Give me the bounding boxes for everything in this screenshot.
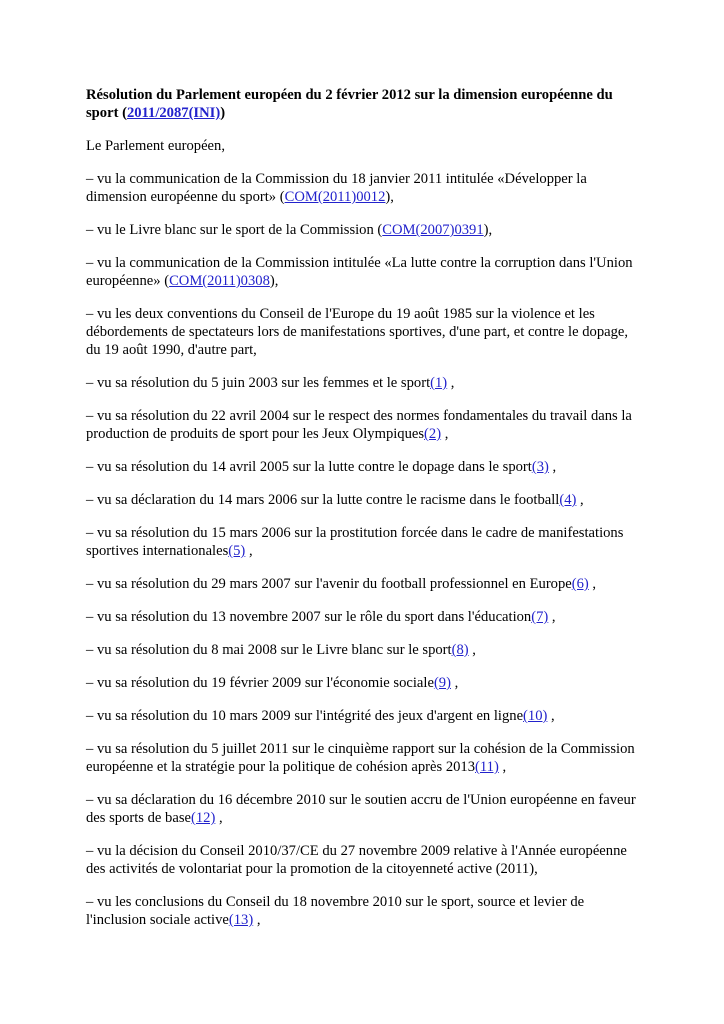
document-title (86, 86, 646, 122)
citation-paragraph (86, 305, 646, 359)
citation-text-end: ), (483, 222, 493, 238)
citation-paragraph (86, 254, 646, 290)
citation-text-end: , (498, 759, 507, 775)
footnote-link[interactable]: (6) (571, 576, 589, 592)
citation-paragraph (86, 893, 646, 929)
citation-paragraph (86, 608, 646, 626)
footnote-link[interactable]: (2) (424, 426, 442, 442)
citation-text-end: ), (269, 273, 279, 289)
citation-text-end: , (547, 708, 555, 724)
citation-text-end: , (253, 912, 261, 928)
citation-text: – vu sa résolution du 13 novembre 2007 sur le rôle du sport dans l'éducation (86, 609, 532, 625)
footnote-link[interactable]: (5) (228, 543, 246, 559)
citation-text: – vu sa résolution du 15 mars 2006 sur la prostitution forcée dans le cadre de manifestations sportives internationales (86, 525, 624, 559)
citation-text-end: , (450, 675, 459, 691)
citation-paragraph (86, 740, 646, 776)
citation-paragraph (86, 458, 646, 476)
footnote-link[interactable]: (4) (559, 492, 577, 508)
citation-text: – vu sa résolution du 8 mai 2008 sur le Livre blanc sur le sport (86, 642, 452, 658)
footnote-link[interactable]: (11) (475, 759, 499, 775)
citation-paragraph (86, 575, 646, 593)
citation-text-end: , (588, 576, 597, 592)
citation-text: – vu sa résolution du 5 juillet 2011 sur le cinquième rapport sur la cohésion de la Commission européenne et la stratégie pour la politique de cohésion après 2013 (86, 741, 635, 775)
citation-paragraph (86, 170, 646, 206)
citation-paragraph (86, 524, 646, 560)
citation-text-end: , (447, 375, 455, 391)
citation-text-end: , (576, 492, 584, 508)
citation-text: – vu sa résolution du 10 mars 2009 sur l'intégrité des jeux d'argent en ligne (86, 708, 524, 724)
citation-paragraph (86, 842, 646, 878)
footnote-link[interactable]: (13) (228, 912, 254, 928)
citation-paragraph (86, 674, 646, 692)
citation-text-end: , (548, 609, 556, 625)
citation-text: – vu le Livre blanc sur le sport de la Commission ( (86, 222, 383, 238)
citation-text-end: ), (385, 189, 394, 205)
citation-paragraph (86, 374, 646, 392)
title-end: ) (220, 105, 226, 121)
footnote-link[interactable]: (9) (433, 675, 451, 691)
footnote-link[interactable]: (12) (190, 810, 216, 826)
document-page (86, 86, 646, 944)
citation-text: – vu la communication de la Commission du 18 janvier 2011 intitulée «Développer la dimension européenne du sport» ( (86, 171, 587, 205)
citation-paragraph (86, 641, 646, 659)
document-reference-link[interactable]: COM(2011)0308 (169, 273, 270, 289)
citation-paragraph (86, 707, 646, 725)
title-text: Résolution du Parlement européen du 2 février 2012 sur la dimension européenne du sport ( (86, 87, 613, 121)
citation-paragraph (86, 407, 646, 443)
footnote-link[interactable]: (10) (523, 708, 548, 724)
citation-text: – vu les deux conventions du Conseil de l'Europe du 19 août 1985 sur la violence et les débordements de spectateurs lors de manifestations sportives, d'une part, et contre le dopage, du 19 août 1990, d'autre part, (86, 306, 629, 358)
citation-text: – vu sa résolution du 22 avril 2004 sur le respect des normes fondamentales du travail dans la production de produits de sport pour les Jeux Olympiques (86, 408, 632, 442)
citation-text: – vu sa résolution du 29 mars 2007 sur l'avenir du football professionnel en Europe (86, 576, 572, 592)
citation-paragraph (86, 791, 646, 827)
procedure-link[interactable]: 2011/2087(INI) (126, 105, 221, 121)
citation-text-end: , (215, 810, 223, 826)
footnote-link[interactable]: (7) (531, 609, 549, 625)
citation-text: – vu la décision du Conseil 2010/37/CE du 27 novembre 2009 relative à l'Année européenne des activités de volontariat pour la promotion de la citoyenneté active (2011), (86, 843, 627, 877)
document-reference-link[interactable]: COM(2011)0012 (284, 189, 386, 205)
citation-text: – vu la communication de la Commission intitulée «La lutte contre la corruption dans l'Union européenne» ( (86, 255, 633, 289)
citation-text-end: , (441, 426, 449, 442)
citation-text: – vu sa résolution du 5 juin 2003 sur les femmes et le sport (86, 375, 431, 391)
citation-text: – vu sa résolution du 14 avril 2005 sur la lutte contre le dopage dans le sport (86, 459, 532, 475)
citation-paragraph (86, 491, 646, 509)
citation-paragraph (86, 221, 646, 239)
citation-text: – vu les conclusions du Conseil du 18 novembre 2010 sur le sport, source et levier de l'inclusion sociale active (86, 894, 585, 928)
footnote-link[interactable]: (1) (430, 375, 448, 391)
citation-text: – vu sa déclaration du 16 décembre 2010 sur le soutien accru de l'Union européenne en faveur des sports de base (86, 792, 636, 826)
footnote-link[interactable]: (3) (531, 459, 549, 475)
citation-text-end: , (245, 543, 253, 559)
citation-text: – vu sa résolution du 19 février 2009 sur l'économie sociale (86, 675, 434, 691)
citation-list (86, 170, 646, 929)
intro-text: Le Parlement européen, (86, 138, 225, 154)
citation-text-end: , (468, 642, 476, 658)
document-reference-link[interactable]: COM(2007)0391 (382, 222, 484, 238)
footnote-link[interactable]: (8) (451, 642, 469, 658)
citation-text: – vu sa déclaration du 14 mars 2006 sur la lutte contre le racisme dans le football (86, 492, 560, 508)
citation-text-end: , (548, 459, 557, 475)
